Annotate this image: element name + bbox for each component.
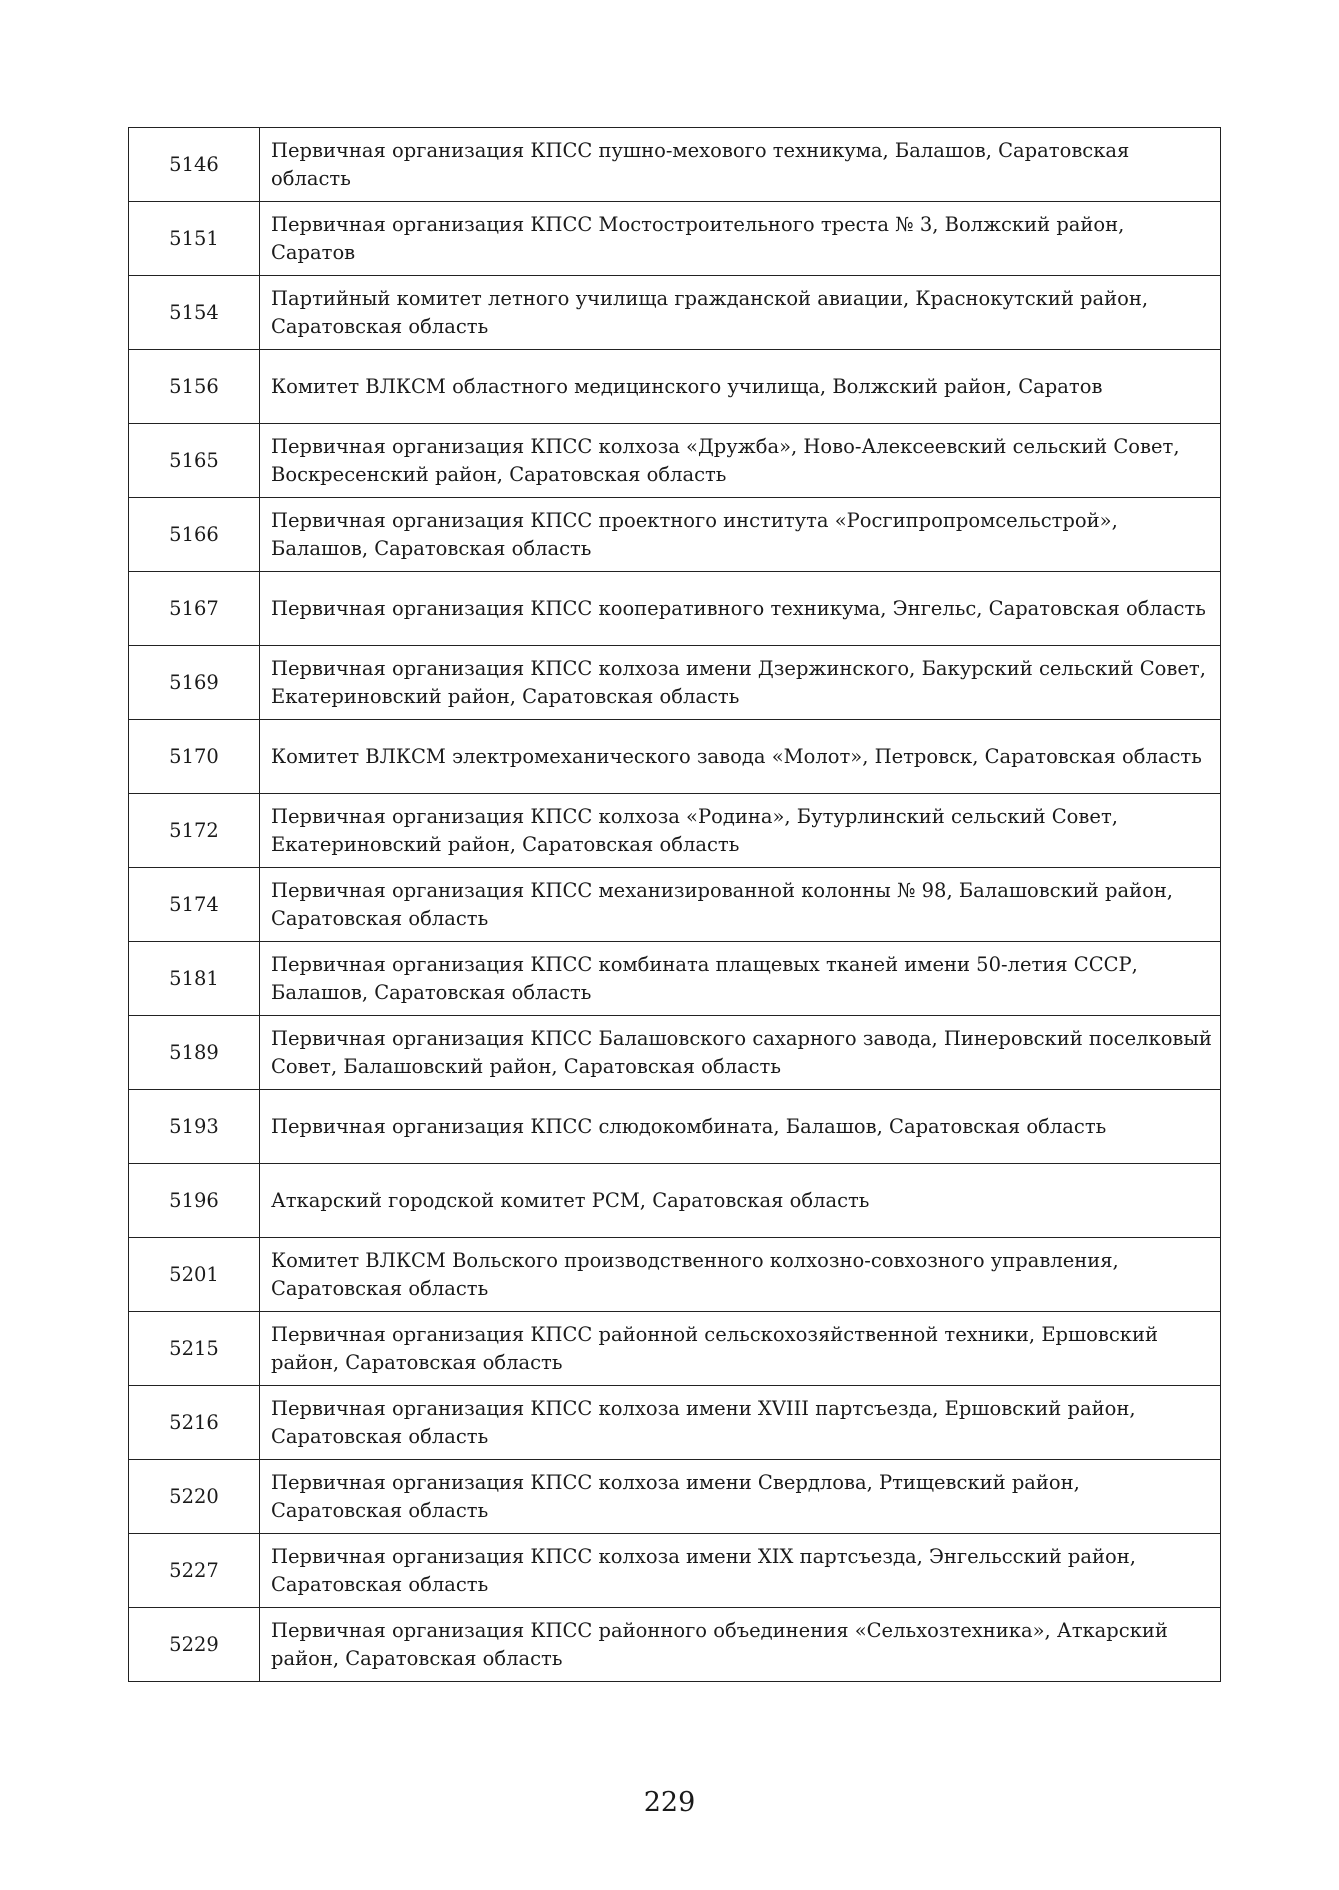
table-row: [129, 128, 1221, 202]
record-description: Первичная организация КПСС Мостостроительного треста № 3, Волжский район, Саратов: [260, 202, 1221, 276]
record-number: 5227: [129, 1534, 260, 1608]
table-row: [129, 1238, 1221, 1312]
record-number: 5146: [129, 128, 260, 202]
record-description: Первичная организация КПСС проектного института «Росгипропромсельстрой», Балашов, Саратовская область: [260, 498, 1221, 572]
table-row: [129, 1608, 1221, 1682]
record-description: Первичная организация КПСС колхоза имени Дзержинского, Бакурский сельский Совет, Екатериновский район, Саратовская область: [260, 646, 1221, 720]
table-row: [129, 1164, 1221, 1238]
record-description: Первичная организация КПСС колхоза «Дружба», Ново-Алексеевский сельский Совет, Воскресенский район, Саратовская область: [260, 424, 1221, 498]
table-row: [129, 202, 1221, 276]
record-description: Партийный комитет летного училища гражданской авиации, Краснокутский район, Саратовская область: [260, 276, 1221, 350]
records-table: [128, 127, 1221, 1682]
record-description: Комитет ВЛКСМ Вольского производственного колхозно-совхозного управления, Саратовская область: [260, 1238, 1221, 1312]
record-description: Первичная организация КПСС пушно-мехового техникума, Балашов, Саратовская область: [260, 128, 1221, 202]
table-row: [129, 794, 1221, 868]
table-row: [129, 646, 1221, 720]
record-description: Первичная организация КПСС колхоза имени XVIII партсъезда, Ершовский район, Саратовская область: [260, 1386, 1221, 1460]
record-description: Первичная организация КПСС колхоза «Родина», Бутурлинский сельский Совет, Екатериновский район, Саратовская область: [260, 794, 1221, 868]
record-number: 5169: [129, 646, 260, 720]
table-row: [129, 1460, 1221, 1534]
record-number: 5189: [129, 1016, 260, 1090]
record-number: 5215: [129, 1312, 260, 1386]
record-number: 5174: [129, 868, 260, 942]
record-number: 5181: [129, 942, 260, 1016]
record-description: Первичная организация КПСС колхоза имени Свердлова, Ртищевский район, Саратовская область: [260, 1460, 1221, 1534]
record-number: 5165: [129, 424, 260, 498]
record-number: 5216: [129, 1386, 260, 1460]
table-row: [129, 276, 1221, 350]
record-description: Первичная организация КПСС Балашовского сахарного завода, Пинеровский поселковый Совет, Балашовский район, Саратовская область: [260, 1016, 1221, 1090]
record-number: 5166: [129, 498, 260, 572]
table-row: [129, 572, 1221, 646]
record-description: Первичная организация КПСС колхоза имени XIX партсъезда, Энгельсский район, Саратовская область: [260, 1534, 1221, 1608]
record-number: 5220: [129, 1460, 260, 1534]
table-row: [129, 1090, 1221, 1164]
table-row: [129, 1534, 1221, 1608]
table-row: [129, 350, 1221, 424]
table-row: [129, 1016, 1221, 1090]
record-description: Аткарский городской комитет РСМ, Саратовская область: [260, 1164, 1221, 1238]
table-row: [129, 942, 1221, 1016]
record-description: Первичная организация КПСС районного объединения «Сельхозтехника», Аткарский район, Саратовская область: [260, 1608, 1221, 1682]
record-number: 5154: [129, 276, 260, 350]
record-description: Первичная организация КПСС районной сельскохозяйственной техники, Ершовский район, Саратовская область: [260, 1312, 1221, 1386]
record-number: 5151: [129, 202, 260, 276]
record-number: 5201: [129, 1238, 260, 1312]
record-description: Первичная организация КПСС кооперативного техникума, Энгельс, Саратовская область: [260, 572, 1221, 646]
records-table-body: [129, 128, 1221, 1682]
record-number: 5167: [129, 572, 260, 646]
table-row: [129, 720, 1221, 794]
record-description: Первичная организация КПСС слюдокомбината, Балашов, Саратовская область: [260, 1090, 1221, 1164]
record-description: Первичная организация КПСС механизированной колонны № 98, Балашовский район, Саратовская область: [260, 868, 1221, 942]
page-number: 229: [643, 1787, 696, 1818]
record-number: 5196: [129, 1164, 260, 1238]
table-row: [129, 1386, 1221, 1460]
record-number: 5170: [129, 720, 260, 794]
record-description: Комитет ВЛКСМ областного медицинского училища, Волжский район, Саратов: [260, 350, 1221, 424]
table-row: [129, 1312, 1221, 1386]
table-row: [129, 424, 1221, 498]
table-row: [129, 498, 1221, 572]
record-number: 5156: [129, 350, 260, 424]
record-number: 5193: [129, 1090, 260, 1164]
record-description: Первичная организация КПСС комбината плащевых тканей имени 50-летия СССР, Балашов, Саратовская область: [260, 942, 1221, 1016]
table-row: [129, 868, 1221, 942]
record-description: Комитет ВЛКСМ электромеханического завода «Молот», Петровск, Саратовская область: [260, 720, 1221, 794]
record-number: 5229: [129, 1608, 260, 1682]
record-number: 5172: [129, 794, 260, 868]
